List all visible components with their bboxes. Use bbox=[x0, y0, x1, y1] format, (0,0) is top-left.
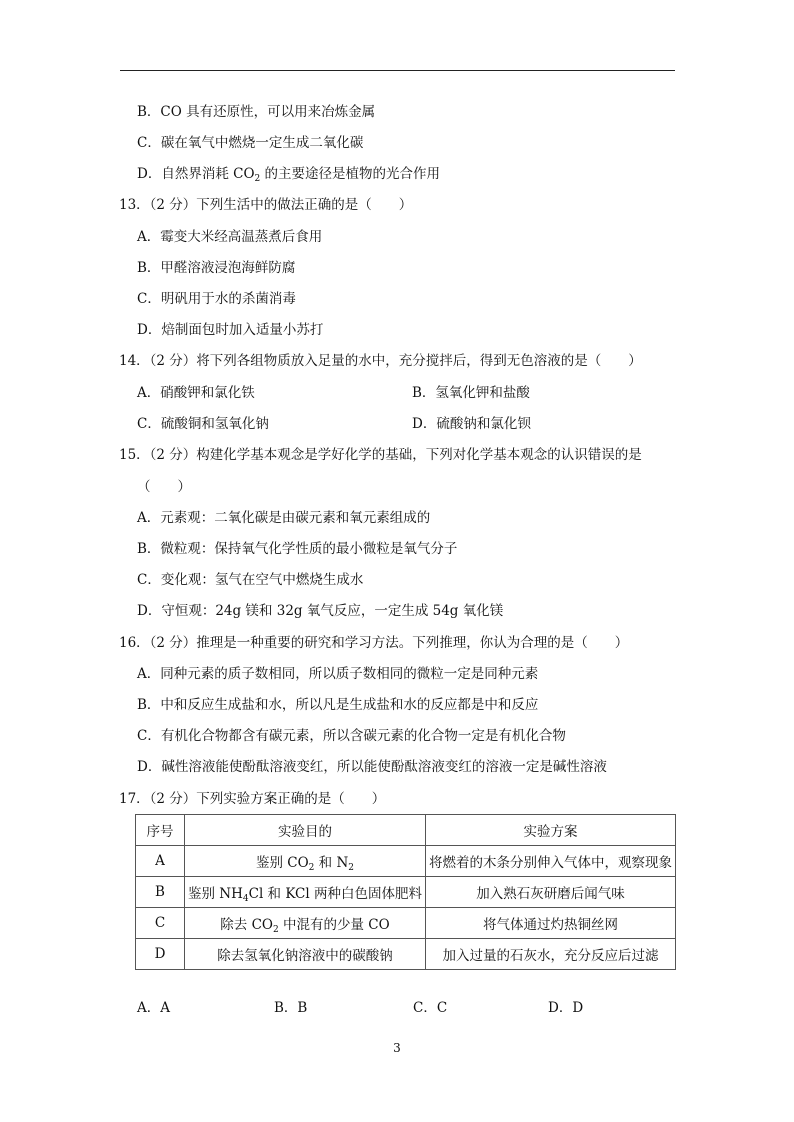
q13-option-a: A．霉变大米经高温蒸煮后食用 bbox=[137, 229, 323, 245]
q14-stem: 14．（2 分）将下列各组物质放入足量的水中，充分搅拌后，得到无色溶液的是（ ） bbox=[119, 353, 642, 369]
q13-stem: 13．（2 分）下列生活中的做法正确的是（ ） bbox=[119, 197, 413, 213]
row-id: B bbox=[136, 877, 185, 908]
q16-stem: 16．（2 分）推理是一种重要的研究和学习方法。下列推理，你认为合理的是（ ） bbox=[119, 635, 629, 651]
row-plan: 加入过量的石灰水，充分反应后过滤 bbox=[426, 939, 676, 970]
q15-option-d: D．守恒观：24g 镁和 32g 氧气反应，一定生成 54g 氧化镁 bbox=[137, 603, 504, 619]
row-plan: 将燃着的木条分别伸入气体中，观察现象 bbox=[426, 846, 676, 877]
header-rule bbox=[120, 70, 675, 71]
q16-option-a: A．同种元素的质子数相同，所以质子数相同的微粒一定是同种元素 bbox=[137, 666, 539, 682]
q14-option-a: A．硝酸钾和氯化铁 bbox=[137, 385, 255, 401]
q17-option-b: B．B bbox=[274, 1000, 308, 1016]
q16-option-d: D．碱性溶液能使酚酞溶液变红，所以能使酚酞溶液变红的溶液一定是碱性溶液 bbox=[137, 759, 607, 775]
q13-option-d: D．焙制面包时加入适量小苏打 bbox=[137, 322, 324, 338]
row-id: D bbox=[136, 939, 185, 970]
q17-stem: 17．（2 分）下列实验方案正确的是（ ） bbox=[119, 791, 386, 807]
row-goal: 除去 $CO_2$ 中混有的少量 CO bbox=[184, 908, 425, 939]
q15-stem: 15．（2 分）构建化学基本观念是学好化学的基础，下列对化学基本观念的认识错误的是 bbox=[119, 447, 642, 463]
q15-option-a: A．元素观：二氧化碳是由碳元素和氧元素组成的 bbox=[137, 510, 431, 526]
table-header-cell: 序号 bbox=[136, 815, 185, 846]
q14-option-c: C．硫酸铜和氢氧化钠 bbox=[137, 416, 269, 432]
row-id: C bbox=[136, 908, 185, 939]
page-number: 3 bbox=[393, 1041, 401, 1055]
q12-option-c: C．碳在氧气中燃烧一定生成二氧化碳 bbox=[137, 135, 364, 151]
q17-option-d: D．D bbox=[548, 1000, 584, 1016]
q15-option-b: B．微粒观：保持氧气化学性质的最小微粒是氧气分子 bbox=[137, 541, 458, 557]
q17-option-a: A．A bbox=[137, 1000, 170, 1016]
q14-option-d: D．硫酸钠和氯化钡 bbox=[412, 416, 531, 432]
q12-option-b: B．CO 具有还原性，可以用来冶炼金属 bbox=[137, 104, 376, 120]
table-header-row bbox=[136, 815, 676, 846]
row-goal: 鉴别 $NH_4Cl$ 和 KCl 两种白色固体肥料 bbox=[184, 877, 425, 908]
experiment-table bbox=[135, 814, 676, 970]
q16-option-b: B．中和反应生成盐和水，所以凡是生成盐和水的反应都是中和反应 bbox=[137, 697, 539, 713]
row-goal: 除去氢氧化钠溶液中的碳酸钠 bbox=[184, 939, 425, 970]
q13-option-c: C．明矾用于水的杀菌消毒 bbox=[137, 291, 296, 307]
q16-option-c: C．有机化合物都含有碳元素，所以含碳元素的化合物一定是有机化合物 bbox=[137, 728, 566, 744]
row-id: A bbox=[136, 846, 185, 877]
table-row bbox=[136, 846, 676, 877]
q13-option-b: B．甲醛溶液浸泡海鲜防腐 bbox=[137, 260, 296, 276]
q15-option-c: C．变化观：氢气在空气中燃烧生成水 bbox=[137, 572, 364, 588]
row-plan: 加入熟石灰研磨后闻气味 bbox=[426, 877, 676, 908]
table-row bbox=[136, 877, 676, 908]
q15-stem-bracket: （ ） bbox=[137, 479, 191, 495]
q12-option-d: D．自然界消耗 $CO_2$ 的主要途径是植物的光合作用 bbox=[137, 166, 441, 184]
row-plan: 将气体通过灼热铜丝网 bbox=[426, 908, 676, 939]
q17-option-c: C．C bbox=[413, 1000, 448, 1016]
table-header-cell: 实验目的 bbox=[184, 815, 425, 846]
table-row bbox=[136, 939, 676, 970]
row-goal: 鉴别 $CO_2$ 和 $N_2$ bbox=[184, 846, 425, 877]
table-row bbox=[136, 908, 676, 939]
q14-option-b: B．氢氧化钾和盐酸 bbox=[412, 385, 530, 401]
table-header-cell: 实验方案 bbox=[426, 815, 676, 846]
